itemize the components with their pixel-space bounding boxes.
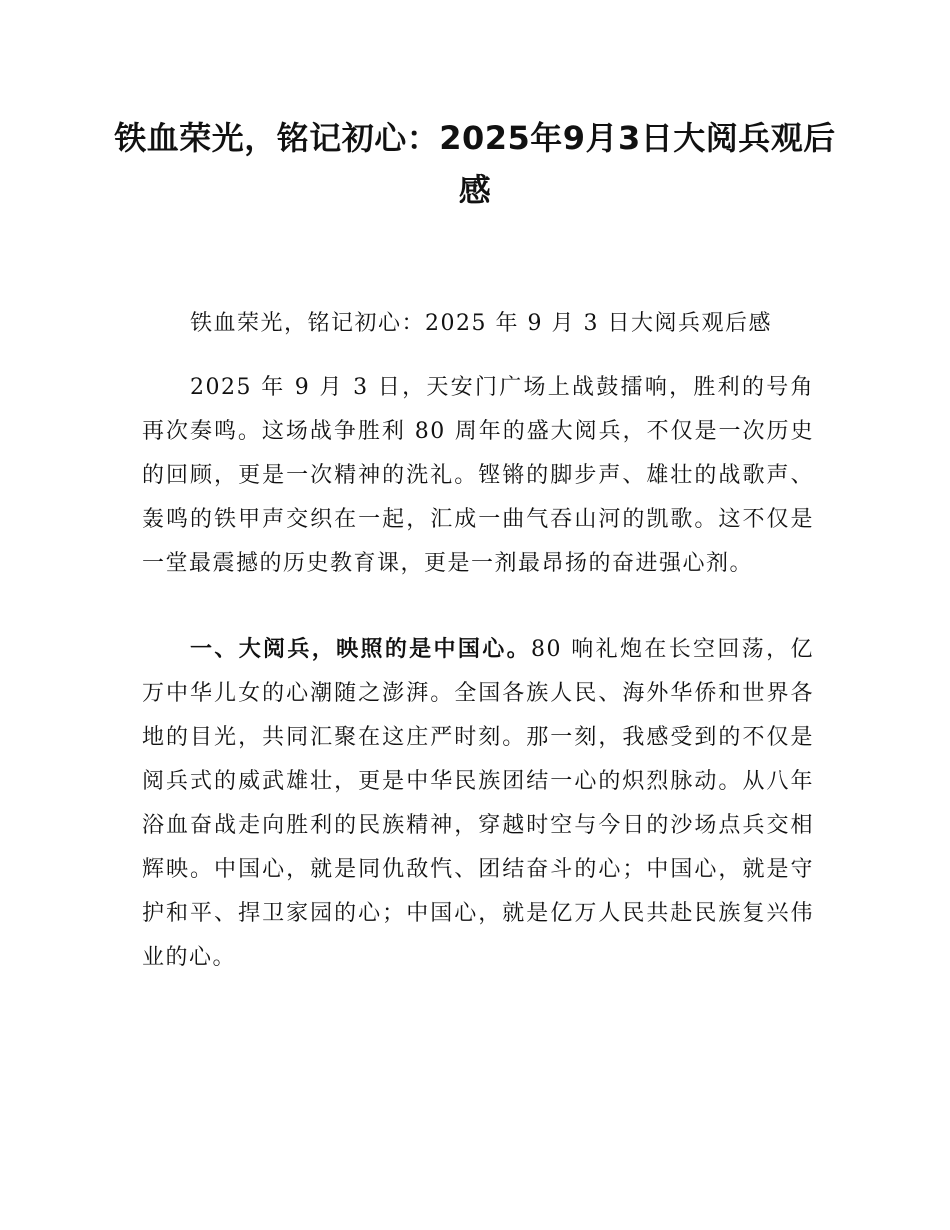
intro-paragraph: 2025 年 9 月 3 日，天安门广场上战鼓擂响，胜利的号角再次奏鸣。这场战争胜利 80 周年的盛大阅兵，不仅是一次历史的回顾，更是一次精神的洗礼。铿锵的脚步声、雄壮的战歌声、轰鸣的铁甲声交织在一起，汇成一曲气吞山河的凯歌。这不仅是一堂最震撼的历史教育课，更是一剂最昂扬的奋进强心剂。 (142, 375, 814, 576)
section-1-heading: 一、大阅兵，映照的是中国心。 (190, 637, 531, 662)
section-1-text: 80 响礼炮在长空回荡，亿万中华儿女的心潮随之澎湃。全国各族人民、海外华侨和世界各地的目光，共同汇聚在这庄严时刻。那一刻，我感受到的不仅是阅兵式的威武雄壮，更是中华民族团结一心的炽烈脉动。从八年浴血奋战走向胜利的民族精神，穿越时空与今日的沙场点兵交相辉映。中国心，就是同仇敌忾、团结奋斗的心；中国心，就是守护和平、捍卫家园的心；中国心，就是亿万人民共赴民族复兴伟业的心。 (142, 637, 814, 970)
document-title: 铁血荣光，铭记初心：2025年9月3日大阅兵观后感 (114, 119, 836, 209)
section-1-paragraph (142, 628, 814, 980)
subtitle-line: 铁血荣光，铭记初心：2025 年 9 月 3 日大阅兵观后感 (190, 311, 772, 336)
